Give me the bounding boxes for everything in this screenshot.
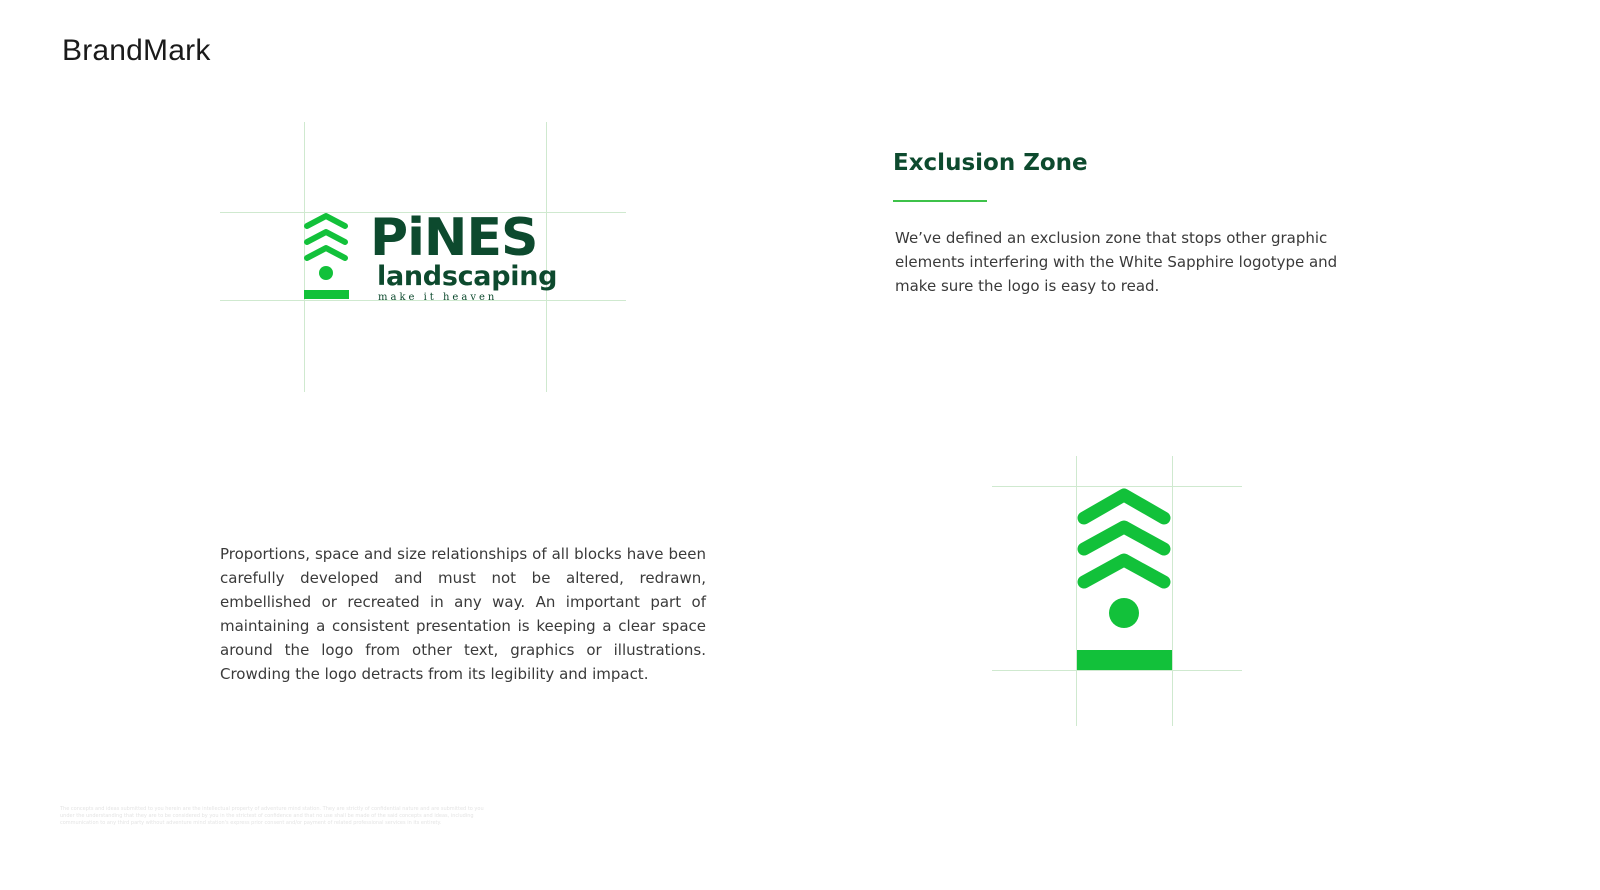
brand-title: BrandMark: [62, 34, 211, 67]
proportions-description: Proportions, space and size relationships of all blocks have been carefully developed and must not be altered, redrawn, embellished or recreated in any way. An important part of maintaining a consistent presentation is keeping a clear space around the logo from other text, graphics or illustrations. Crowding the logo detracts from its legibility and impact.: [220, 545, 706, 683]
exclusion-zone-description: We’ve defined an exclusion zone that stops other graphic elements interfering with the White Sapphire logotype and make sure the logo is easy to read.: [895, 229, 1338, 295]
logo-subtitle: landscaping: [377, 261, 558, 292]
logo-wordmark: PiNES: [370, 208, 538, 268]
exclusion-zone-title: Exclusion Zone: [893, 150, 1088, 176]
icon-exclusion-panel: [992, 456, 1242, 726]
confidentiality-fineprint: The concepts and ideas submitted to you herein are the intellectual property of adventure mind station. They are strictly of confidential nature and are submitted to you under the understanding that they are to be considered by you in the strictest of confidence and that no use shall be made of the said concepts and ideas, including communication to any third party without adventure mind station's express prior consent and/or payment of related professional services in its entirety.: [60, 806, 484, 826]
pines-tree-icon: [302, 212, 352, 302]
guide-line-vertical: [546, 122, 547, 392]
logo-tagline: make it heaven: [378, 292, 498, 303]
title-underline: [893, 200, 987, 202]
logo-exclusion-panel: [220, 122, 630, 392]
pines-tree-icon-large: [1076, 486, 1173, 671]
